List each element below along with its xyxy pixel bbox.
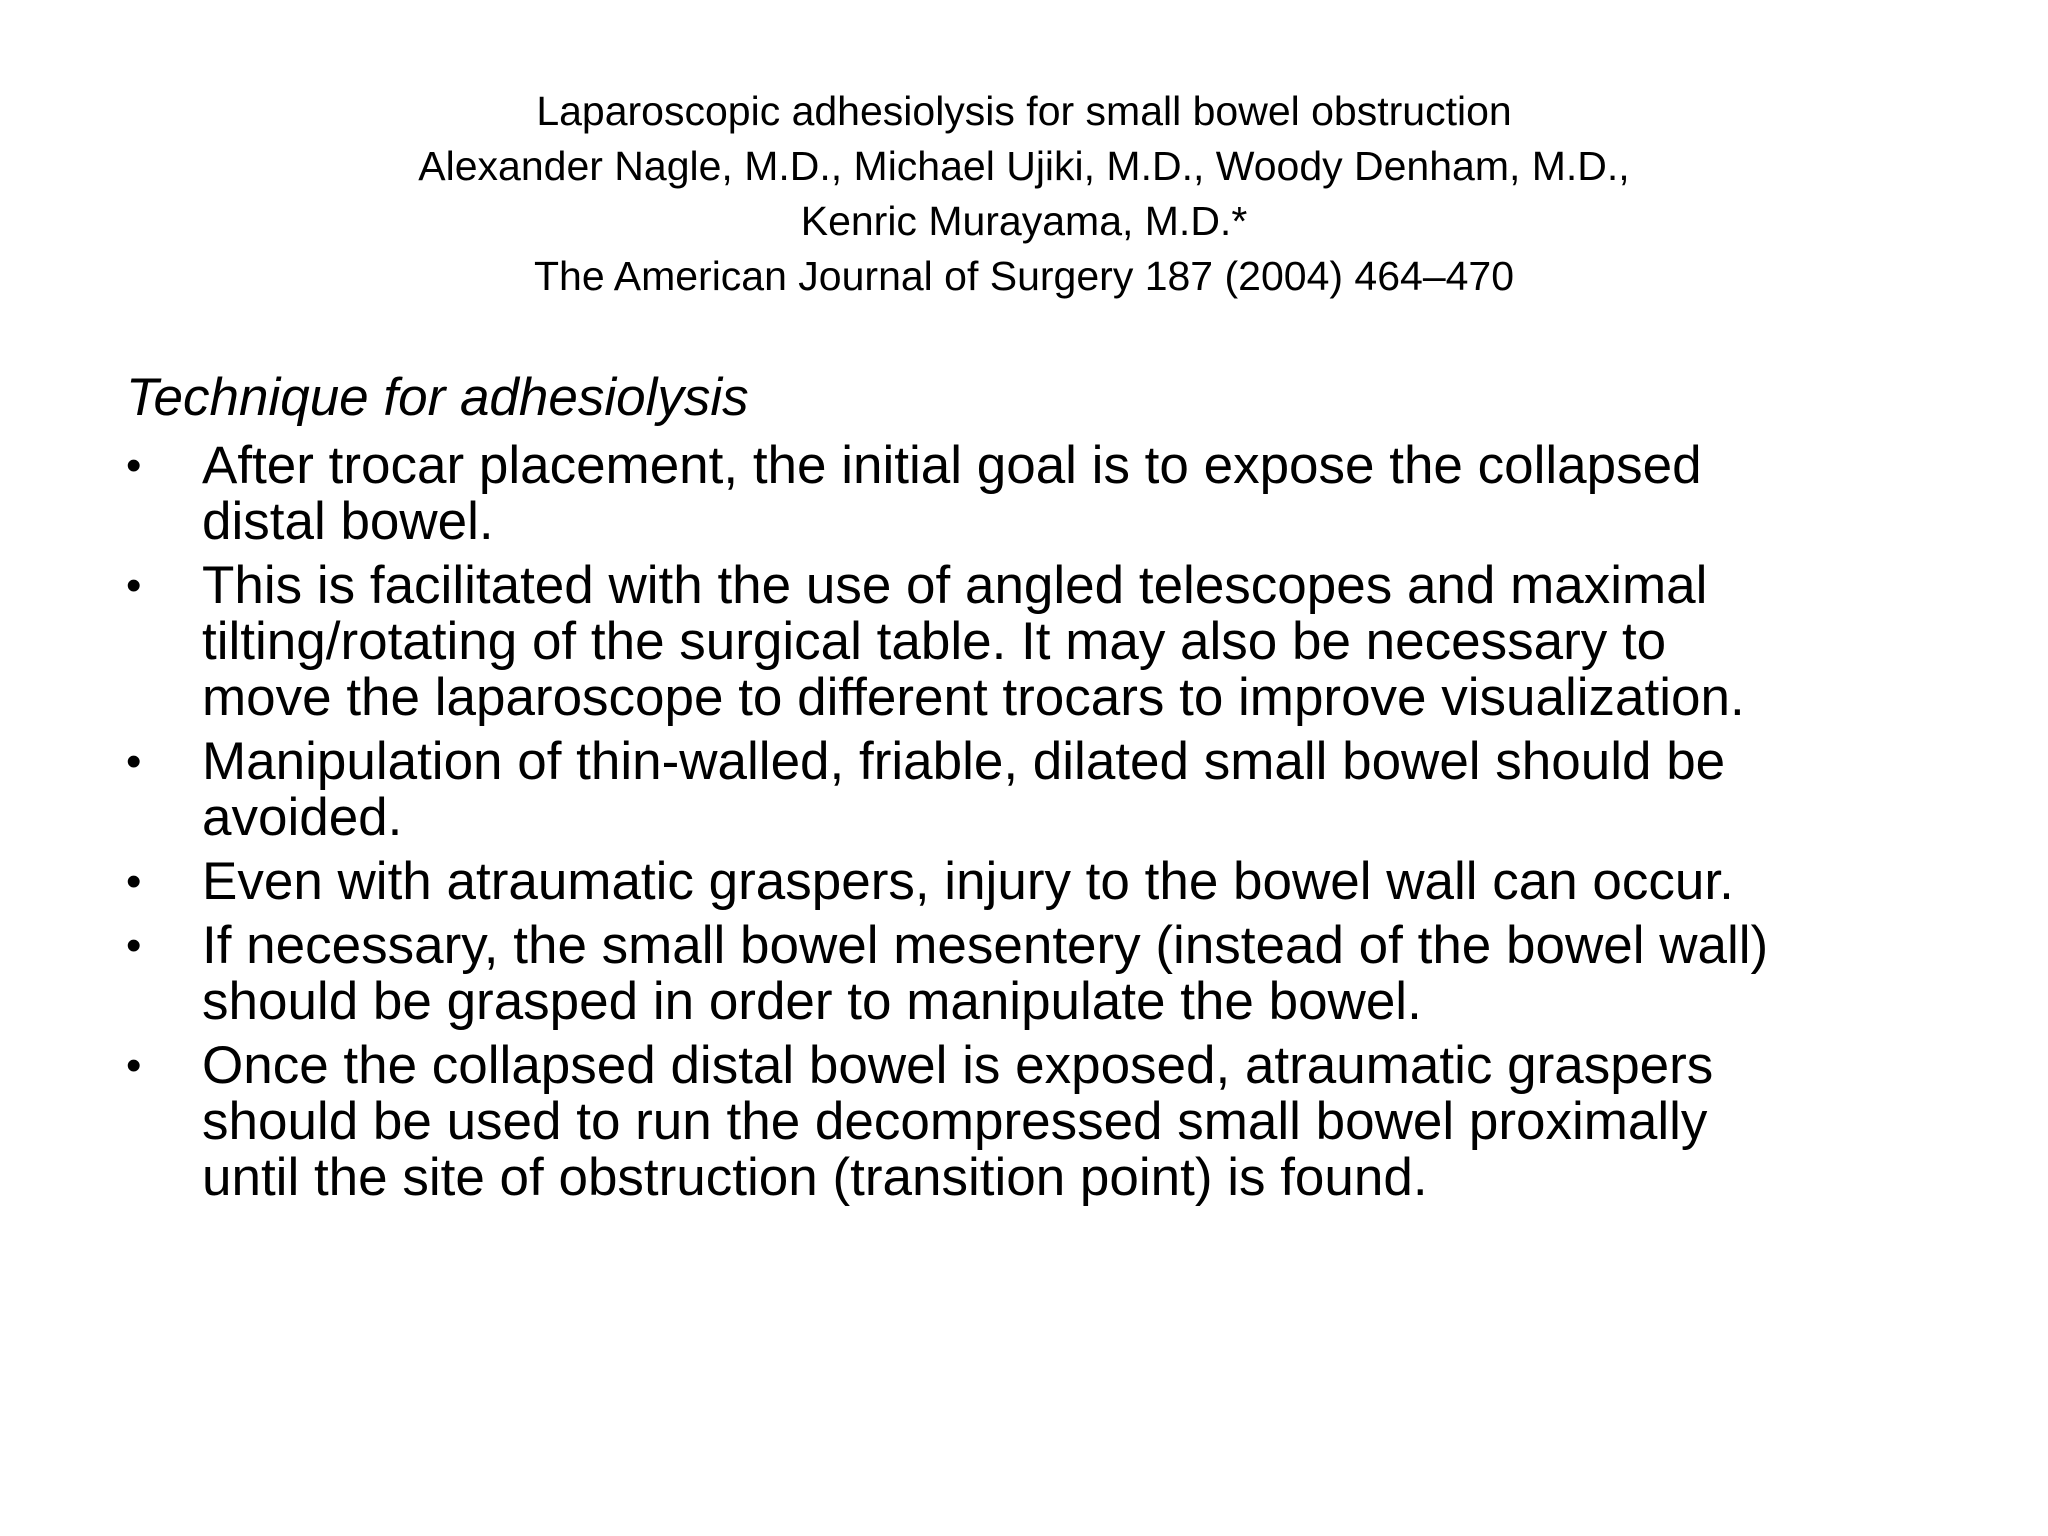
bullet-icon: • xyxy=(126,921,142,970)
bullet-icon: • xyxy=(126,561,142,610)
bullet-text-line: tilting/rotating of the surgical table. It may also be necessary to xyxy=(202,612,1667,671)
bullet-icon: • xyxy=(126,737,142,786)
citation-block xyxy=(0,84,2048,304)
bullet-text-line: Once the collapsed distal bowel is exposed, atraumatic graspers xyxy=(202,1036,1714,1095)
journal-reference: The American Journal of Surgery 187 (2004) 464–470 xyxy=(533,253,1515,299)
bullet-item xyxy=(126,438,2006,550)
bullet-text-line: Manipulation of thin-walled, friable, dilated small bowel should be xyxy=(202,732,1726,791)
bullet-item xyxy=(126,1038,2006,1206)
bullet-text-line: If necessary, the small bowel mesentery (instead of the bowel wall) xyxy=(202,916,1769,975)
bullet-text-line: This is facilitated with the use of angled telescopes and maximal xyxy=(202,556,1708,615)
paper-title: Laparoscopic adhesiolysis for small bowel obstruction xyxy=(536,88,1512,134)
bullet-text-line: distal bowel. xyxy=(202,492,494,551)
bullet-icon: • xyxy=(126,857,142,906)
authors-line-2: Kenric Murayama, M.D.* xyxy=(800,198,1248,244)
bullet-icon: • xyxy=(126,1041,142,1090)
bullet-item xyxy=(126,854,2006,910)
authors-line-1: Alexander Nagle, M.D., Michael Ujiki, M.D., Woody Denham, M.D., xyxy=(418,143,1630,189)
bullet-text-line: After trocar placement, the initial goal is to expose the collapsed xyxy=(202,436,1702,495)
bullet-text-line: until the site of obstruction (transition point) is found. xyxy=(202,1148,1428,1207)
bullet-item xyxy=(126,918,2006,1030)
bullet-item xyxy=(126,734,2006,846)
bullet-list xyxy=(126,438,2006,1214)
bullet-icon: • xyxy=(126,441,142,490)
bullet-text-line: move the laparoscope to different trocars to improve visualization. xyxy=(202,668,1745,727)
bullet-item xyxy=(126,558,2006,726)
bullet-text-line: should be grasped in order to manipulate the bowel. xyxy=(202,972,1422,1031)
bullet-text-line: avoided. xyxy=(202,788,403,847)
bullet-text-line: Even with atraumatic graspers, injury to the bowel wall can occur. xyxy=(202,852,1734,911)
bullet-text-line: should be used to run the decompressed small bowel proximally xyxy=(202,1092,1708,1151)
section-heading: Technique for adhesiolysis xyxy=(126,368,749,427)
